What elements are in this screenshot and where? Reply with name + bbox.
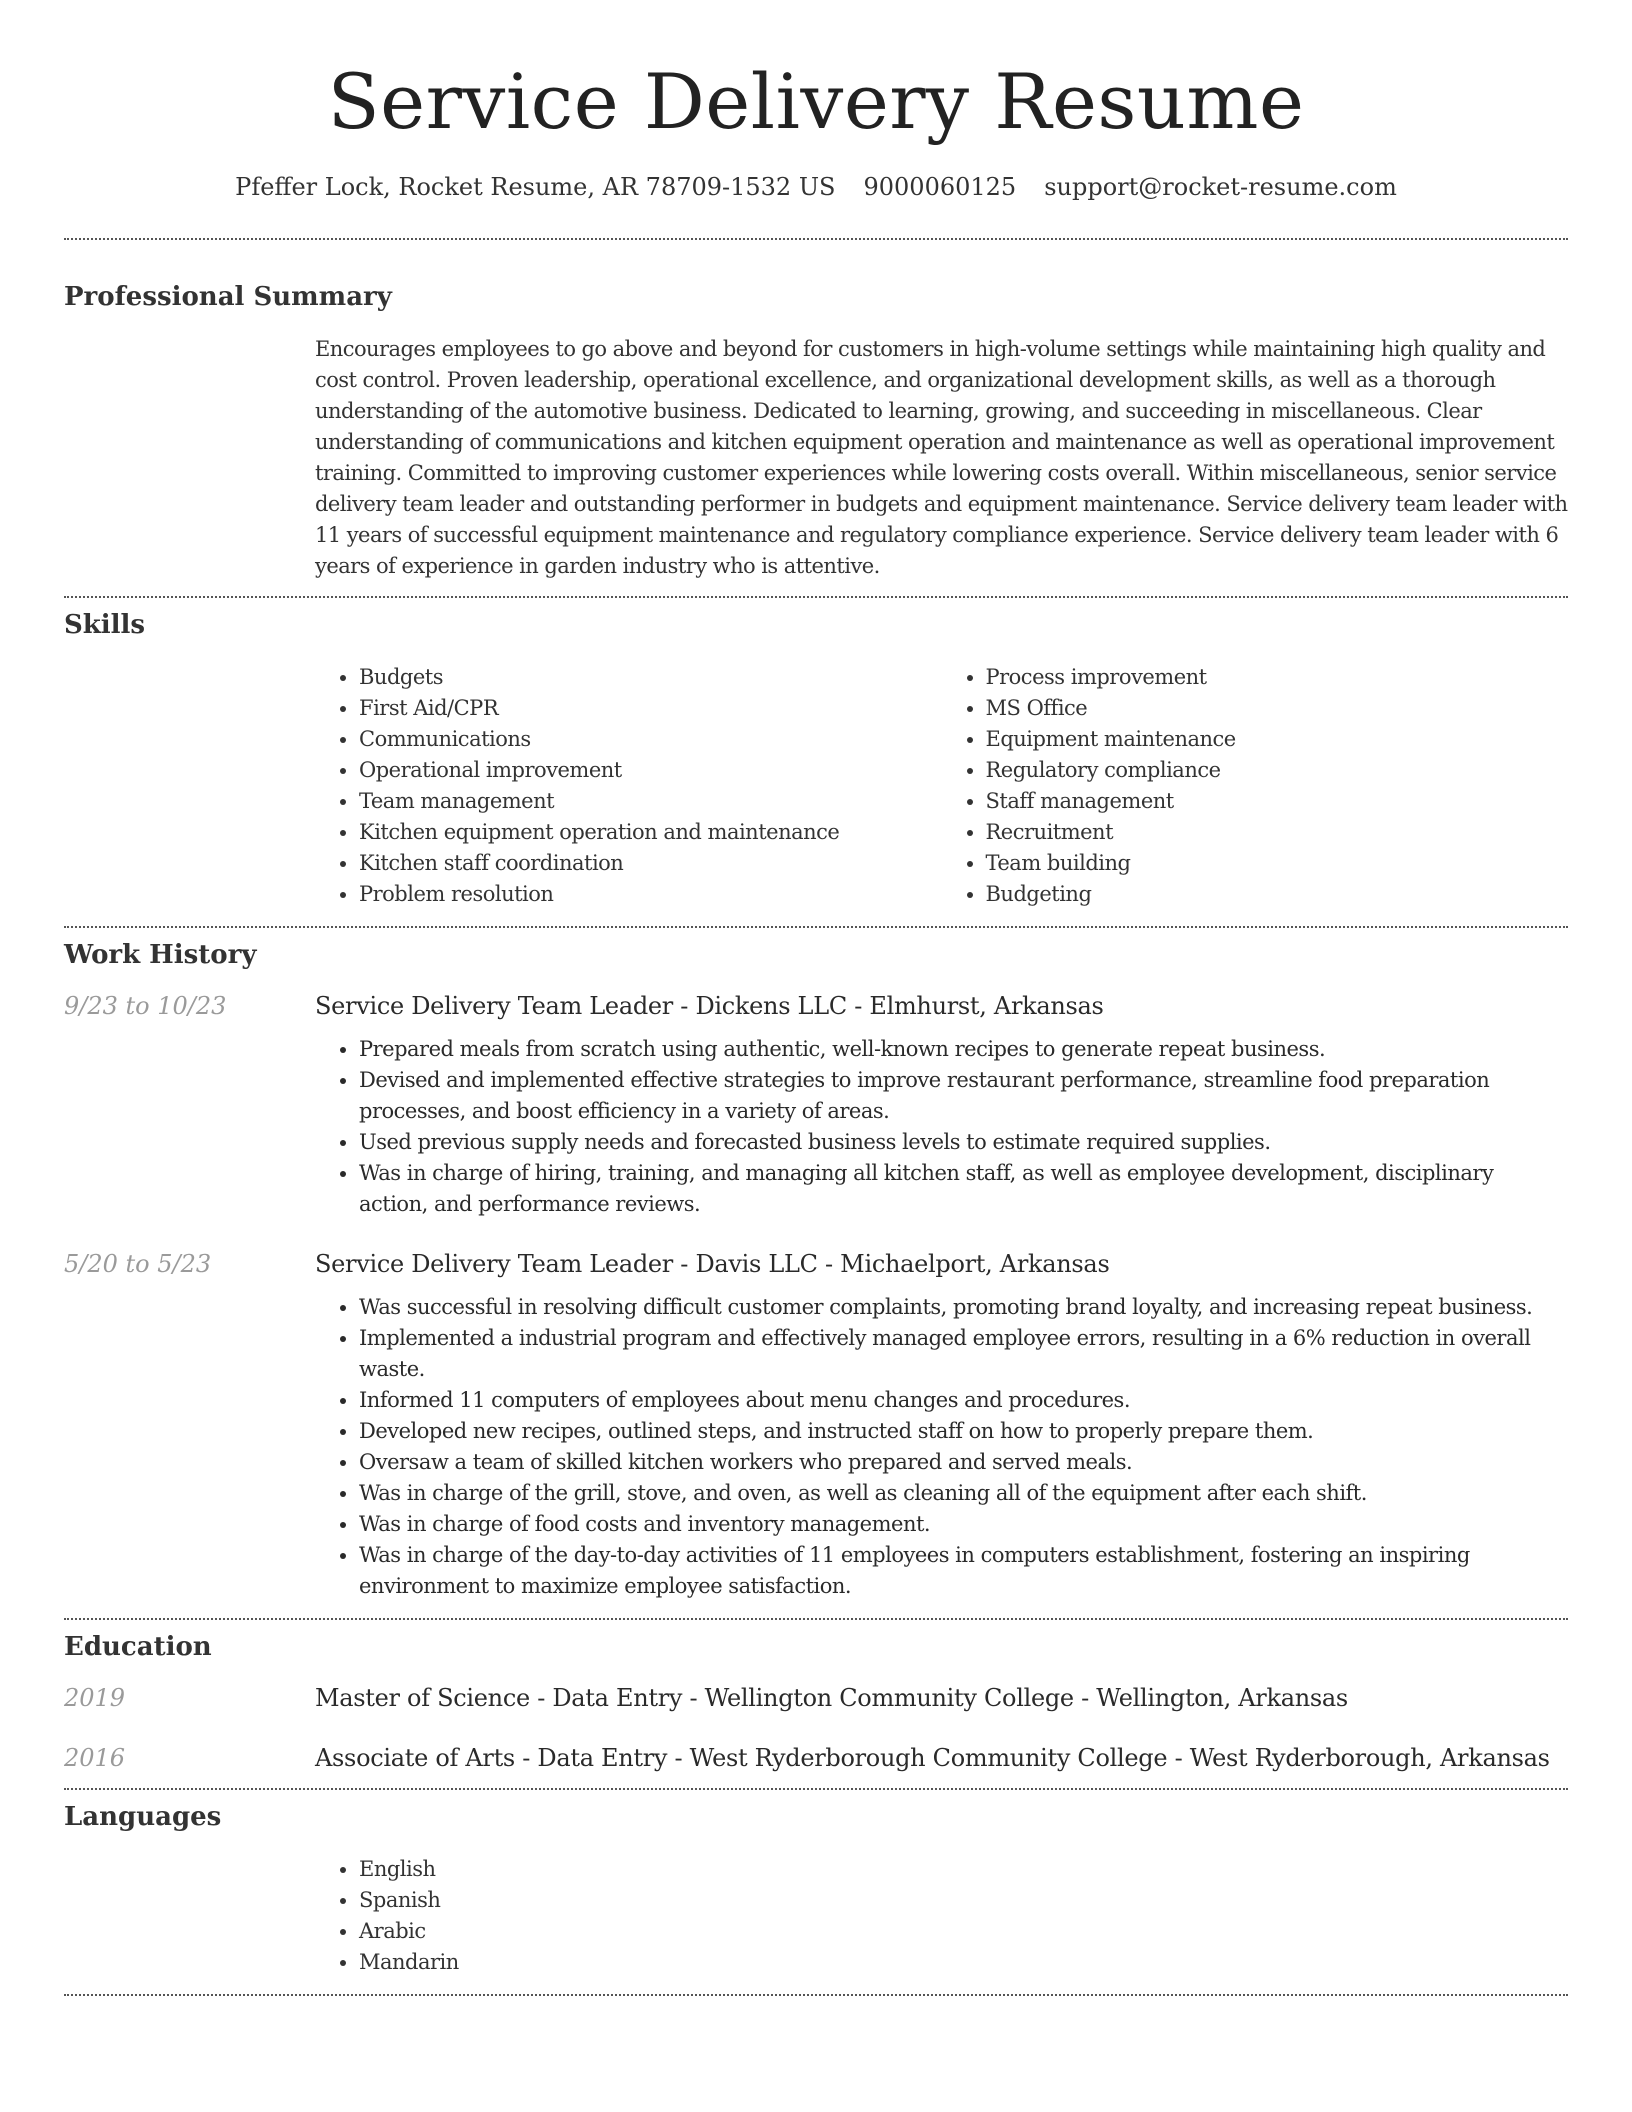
contact-email: support@rocket-resume.com: [1044, 173, 1397, 201]
skills-list-left: [315, 662, 942, 910]
contact-address: Pfeffer Lock, Rocket Resume, AR 78709-1532 US: [235, 173, 836, 201]
education-year: 2016: [64, 1744, 126, 1772]
summary-text: Encourages employees to go above and beyond for customers in high-volume settings while maintaining high quality and cost control. Proven leadership, operational excellence, and organizational development skills, as well as a thorough understanding of the automotive business. Dedicated to learning, growing, and succeeding in miscellaneous. Clear understanding of communications and kitchen equipment operation and maintenance as well as operational improvement training. Committed to improving customer experiences while lowering costs overall. Within miscellaneous, senior service delivery team leader and outstanding performer in budgets and equipment maintenance. Service delivery team leader with 11 years of successful equipment maintenance and regulatory compliance experience. Service delivery team leader with 6 years of experience in garden industry who is attentive.: [315, 337, 1568, 578]
divider: [64, 1618, 1568, 1620]
job-bullet: • Oversaw a team of skilled kitchen workers who prepared and served meals.: [359, 1447, 1568, 1478]
education-degree: Master of Science - Data Entry - Wellington Community College - Wellington, Arkansas: [315, 1684, 1348, 1712]
job-bullets: [315, 1034, 1568, 1220]
job-bullet: • Was in charge of hiring, training, and managing all kitchen staff, as well as employee development, disciplinary action, and performance reviews.: [359, 1158, 1568, 1220]
job-bullet: • Implemented a industrial program and effectively managed employee errors, resulting in a 6% reduction in overall waste.: [359, 1323, 1568, 1385]
job-bullet: • Was in charge of the grill, stove, and oven, as well as cleaning all of the equipment after each shift.: [359, 1478, 1568, 1509]
job-bullet: • Prepared meals from scratch using authentic, well-known recipes to generate repeat business.: [359, 1034, 1568, 1065]
divider: [64, 596, 1568, 598]
skill-item: • Process improvement: [986, 662, 1569, 693]
skill-item: • First Aid/CPR: [359, 693, 942, 724]
language-item: • Arabic: [359, 1916, 1568, 1947]
language-item: • Mandarin: [359, 1947, 1568, 1978]
job-bullet: • Was in charge of food costs and inventory management.: [359, 1509, 1568, 1540]
job-bullet: • Used previous supply needs and forecasted business levels to estimate required supplies.: [359, 1127, 1568, 1158]
divider: [64, 238, 1568, 240]
education-entry: [64, 1684, 1568, 1712]
divider: [64, 1994, 1568, 1996]
job-bullet: • Was successful in resolving difficult customer complaints, promoting brand loyalty, and increasing repeat business.: [359, 1292, 1568, 1323]
job-dates: 5/20 to 5/23: [64, 1250, 212, 1278]
summary-body: [315, 334, 1568, 582]
divider: [64, 926, 1568, 928]
skill-item: • MS Office: [986, 693, 1569, 724]
section-title-work: Work History: [64, 940, 257, 970]
skill-item: • Budgeting: [986, 879, 1569, 910]
section-title-education: Education: [64, 1632, 212, 1662]
skill-item: • Team management: [359, 786, 942, 817]
job-entry: [64, 992, 1568, 1020]
skill-item: • Regulatory compliance: [986, 755, 1569, 786]
job-title: Service Delivery Team Leader - Dickens LLC - Elmhurst, Arkansas: [315, 992, 1104, 1020]
skill-item: • Problem resolution: [359, 879, 942, 910]
job-entry: [64, 1250, 1568, 1278]
job-dates: 9/23 to 10/23: [64, 992, 227, 1020]
divider: [64, 1788, 1568, 1790]
job-title: Service Delivery Team Leader - Davis LLC - Michaelport, Arkansas: [315, 1250, 1110, 1278]
job-bullet: • Informed 11 computers of employees about menu changes and procedures.: [359, 1385, 1568, 1416]
skill-item: • Communications: [359, 724, 942, 755]
resume-title: Service Delivery Resume: [327, 57, 1305, 146]
education-entry: [64, 1744, 1568, 1772]
section-title-skills: Skills: [64, 610, 146, 640]
job-bullet: • Developed new recipes, outlined steps, and instructed staff on how to properly prepare them.: [359, 1416, 1568, 1447]
languages-body: [315, 1854, 1568, 1978]
language-item: • Spanish: [359, 1885, 1568, 1916]
section-title-summary: Professional Summary: [64, 282, 392, 312]
skill-item: • Operational improvement: [359, 755, 942, 786]
skill-item: • Team building: [986, 848, 1569, 879]
job-bullets: [315, 1292, 1568, 1602]
education-year: 2019: [64, 1684, 126, 1712]
skill-item: • Budgets: [359, 662, 942, 693]
contact-line: [64, 170, 1568, 204]
language-item: • English: [359, 1854, 1568, 1885]
section-title-languages: Languages: [64, 1802, 222, 1832]
skill-item: • Kitchen equipment operation and maintenance: [359, 817, 942, 848]
skills-grid: [315, 662, 1568, 910]
contact-phone: 9000060125: [863, 173, 1017, 201]
languages-list: [315, 1854, 1568, 1978]
job-bullet: • Was in charge of the day-to-day activities of 11 employees in computers establishment, fostering an inspiring environment to maximize employee satisfaction.: [359, 1540, 1568, 1602]
skill-item: • Kitchen staff coordination: [359, 848, 942, 879]
job-bullet: • Devised and implemented effective strategies to improve restaurant performance, streamline food preparation processes, and boost efficiency in a variety of areas.: [359, 1065, 1568, 1127]
education-degree: Associate of Arts - Data Entry - West Ryderborough Community College - West Ryderborough, Arkansas: [315, 1744, 1550, 1772]
skills-list-right: [942, 662, 1569, 910]
skill-item: • Recruitment: [986, 817, 1569, 848]
skill-item: • Equipment maintenance: [986, 724, 1569, 755]
skill-item: • Staff management: [986, 786, 1569, 817]
